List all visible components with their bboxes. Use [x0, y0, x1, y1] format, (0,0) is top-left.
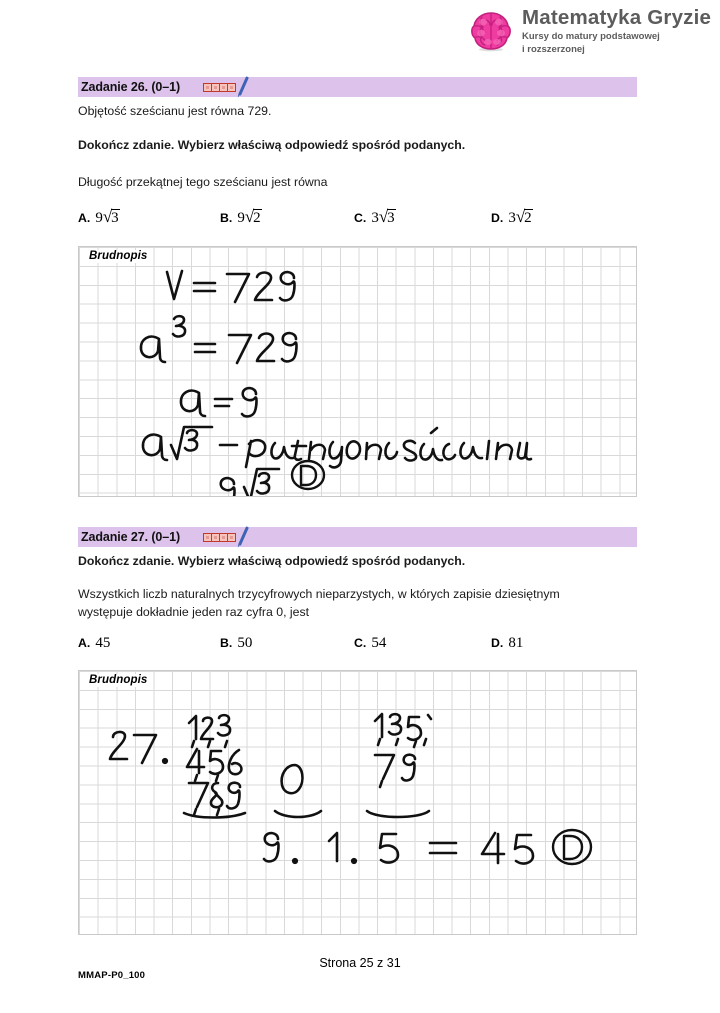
task-26-title: Zadanie 26. (0–1) [81, 80, 181, 94]
scratch-label: Brudnopis [87, 250, 150, 263]
task-27-options [78, 635, 637, 659]
option-letter: B. [220, 636, 233, 650]
radicand: 2 [524, 209, 532, 226]
circled-answer-d [553, 830, 591, 864]
task-26-scratch-area[interactable] [78, 246, 637, 497]
option-coefficient: 9 [95, 210, 103, 226]
brand-subtitle-line-1: Kursy do matury podstawowej [522, 31, 660, 42]
radicand: 3 [111, 209, 119, 226]
page-number: Strona 25 z 31 [319, 956, 401, 970]
four-red-boxes-icon [203, 533, 236, 542]
option-letter: A. [78, 211, 91, 225]
circled-answer-d [292, 461, 324, 489]
option-coefficient: 3 [508, 210, 516, 226]
option-value: 54 [371, 635, 387, 651]
option-letter: C. [354, 636, 367, 650]
task-26-handwriting [79, 247, 637, 497]
task-26-option-a[interactable] [78, 207, 120, 227]
option-letter: D. [491, 636, 504, 650]
task-27-stem-line-1: Wszystkich liczb naturalnych trzycyfrowych nieparzystych, w których zapisie dziesiętnym [78, 587, 560, 601]
task-27-band [78, 527, 637, 547]
task-26-stem: Długość przekątnej tego sześcianu jest równa [78, 175, 328, 189]
scratch-label: Brudnopis [87, 674, 150, 687]
option-coefficient: 3 [371, 210, 379, 226]
option-value: 45 [95, 635, 111, 651]
four-red-boxes-icon [203, 83, 236, 92]
task-26-options [78, 207, 637, 231]
radicand: 3 [387, 209, 395, 226]
task-27-option-a[interactable] [78, 635, 110, 652]
option-letter: C. [354, 211, 367, 225]
task-26-band [78, 77, 637, 97]
task-26-option-b[interactable] [220, 207, 262, 227]
task-26-instruction: Dokończ zdanie. Wybierz właściwą odpowiedź spośród podanych. [78, 138, 466, 152]
option-letter: D. [491, 211, 504, 225]
brand-header [466, 6, 716, 64]
document-code: MMAP-P0_100 [78, 970, 146, 981]
task-26-marker-icons [203, 78, 249, 96]
option-coefficient: 9 [237, 210, 245, 226]
brand-subtitle-line-2: i rozszerzonej [522, 44, 585, 55]
task-26-option-c[interactable] [354, 207, 396, 227]
task-26-intro: Objętość sześcianu jest równa 729. [78, 104, 272, 118]
task-27-marker-icons [203, 528, 249, 546]
sqrt-icon: √3 [378, 207, 395, 226]
pencil-icon [238, 76, 249, 95]
task-27-option-b[interactable] [220, 635, 252, 652]
option-letter: B. [220, 211, 233, 225]
radicand: 2 [253, 209, 261, 226]
task-27-handwriting [79, 671, 637, 935]
task-26-option-d[interactable] [491, 207, 533, 227]
pencil-icon [238, 526, 249, 545]
option-value: 50 [237, 635, 253, 651]
task-27-stem-line-2: występuje dokładnie jeden raz cyfra 0, jest [78, 605, 310, 619]
task-27-scratch-area[interactable] [78, 670, 637, 935]
brand-text-block [522, 6, 718, 56]
sqrt-icon: √2 [515, 207, 532, 226]
sqrt-icon: √3 [102, 207, 119, 226]
brand-title: Matematyka Gryzie [522, 6, 712, 29]
task-27-option-c[interactable] [354, 635, 386, 652]
option-letter: A. [78, 636, 91, 650]
task-27-title: Zadanie 27. (0–1) [81, 530, 181, 544]
task-27-instruction: Dokończ zdanie. Wybierz właściwą odpowiedź spośród podanych. [78, 554, 466, 568]
option-value: 81 [508, 635, 524, 651]
sqrt-icon: √2 [244, 207, 261, 226]
brain-icon [468, 8, 514, 54]
task-27-option-d[interactable] [491, 635, 523, 652]
